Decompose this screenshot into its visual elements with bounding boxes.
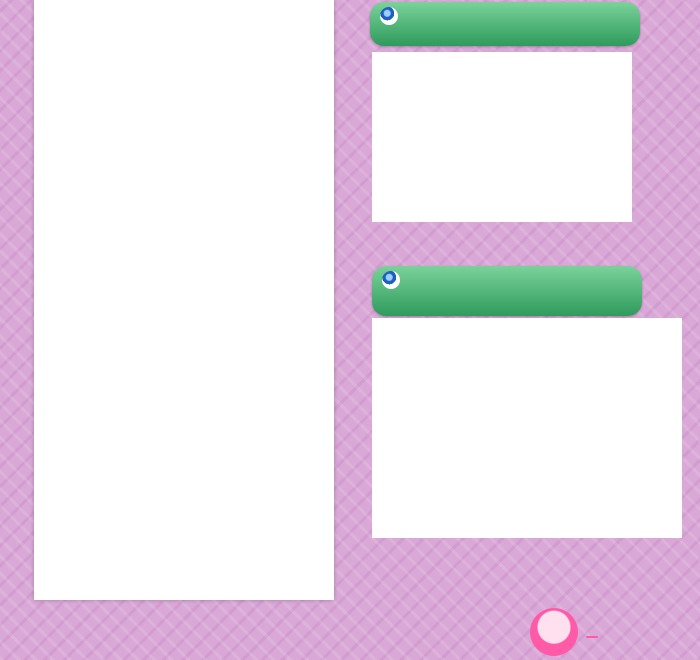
mother-baby-icon [530, 608, 578, 656]
bullet-icon [382, 271, 400, 289]
site-logo [530, 608, 690, 656]
section1-background [372, 52, 632, 222]
section2-heading [372, 266, 642, 316]
section1-heading [370, 2, 640, 46]
logo-url [586, 636, 598, 638]
nutrition-table-card [34, 0, 334, 600]
bullet-icon [380, 7, 398, 25]
section2-background [372, 318, 682, 538]
